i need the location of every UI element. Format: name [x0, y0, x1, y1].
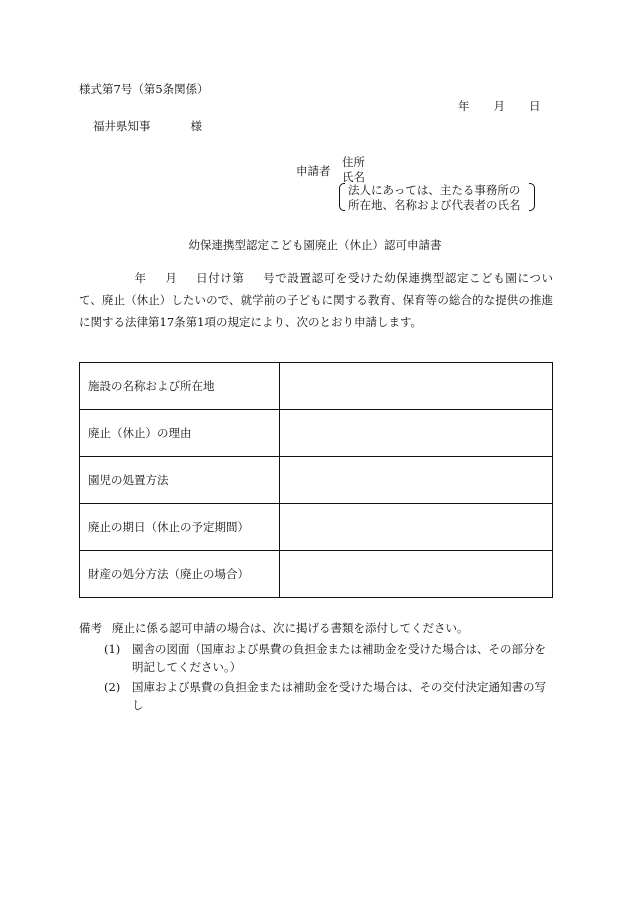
corporate-note-line-2: 所在地、名称および代表者の氏名: [348, 198, 521, 212]
submission-date: [458, 98, 541, 114]
note-number: (1): [104, 642, 121, 656]
note-text: 国庫および県費の負担金または補助金を受けた場合は、その交付決定通知書の写: [132, 680, 546, 694]
notes-label: 備考: [79, 621, 102, 635]
table-row: [80, 504, 553, 551]
row-label: 財産の処分方法（廃止の場合）: [80, 551, 280, 598]
table-row: [80, 457, 553, 504]
note-text: 園舎の図面（国庫および県費の負担金または補助金を受けた場合は、その部分を: [132, 642, 546, 656]
application-body: [79, 267, 553, 333]
note-item-1: [104, 641, 546, 657]
row-label: 廃止（休止）の理由: [80, 410, 280, 457]
table-row: [80, 363, 553, 410]
row-label: 廃止の期日（休止の予定期間）: [80, 504, 280, 551]
row-value-field[interactable]: [280, 410, 553, 457]
application-table: [79, 362, 553, 598]
date-month-label: 月: [493, 99, 505, 113]
row-label: 施設の名称および所在地: [80, 363, 280, 410]
corporate-note-line-1: 法人にあっては、主たる事務所の: [348, 183, 521, 197]
body-day-prefix: 日付け第: [195, 271, 245, 285]
form-number: 様式第7号（第5条関係）: [79, 82, 209, 96]
honorific: 様: [190, 119, 202, 133]
notes-heading: [79, 620, 469, 636]
addressee: 福井県知事: [93, 119, 151, 133]
body-text: 号で設置認可を受けた幼保連携型認定こども園について、廃止（休止）したいので、就学前の子どもに関する教育、保育等の総合的な提供の推進に関する法律第17条第1項の規定により、次のとおり申請します。: [79, 271, 554, 329]
date-day-label: 日: [529, 99, 541, 113]
applicant-name-label: 氏名: [342, 170, 365, 184]
row-value-field[interactable]: [280, 363, 553, 410]
note-item-1-continued: 明記してください。）: [132, 660, 242, 674]
date-year-label: 年: [458, 99, 470, 113]
body-year: 年: [134, 271, 147, 285]
notes-intro: 廃止に係る認可申請の場合は、次に掲げる書類を添付してください。: [112, 621, 469, 635]
applicant-label: 申請者: [296, 164, 331, 178]
row-label: 園児の処置方法: [80, 457, 280, 504]
left-bracket: [339, 183, 345, 211]
note-number: (2): [104, 680, 121, 694]
table-row: [80, 551, 553, 598]
note-item-2: [104, 679, 546, 695]
applicant-address-label: 住所: [342, 155, 365, 169]
body-month: 月: [164, 271, 178, 285]
row-value-field[interactable]: [280, 504, 553, 551]
row-value-field[interactable]: [280, 551, 553, 598]
row-value-field[interactable]: [280, 457, 553, 504]
right-bracket: [529, 183, 535, 211]
document-title: 幼保連携型認定こども園廃止（休止）認可申請書: [188, 238, 442, 252]
corporate-note: [339, 182, 535, 212]
table-row: [80, 410, 553, 457]
note-item-2-continued: し: [132, 698, 144, 712]
addressee-line: [93, 118, 202, 134]
